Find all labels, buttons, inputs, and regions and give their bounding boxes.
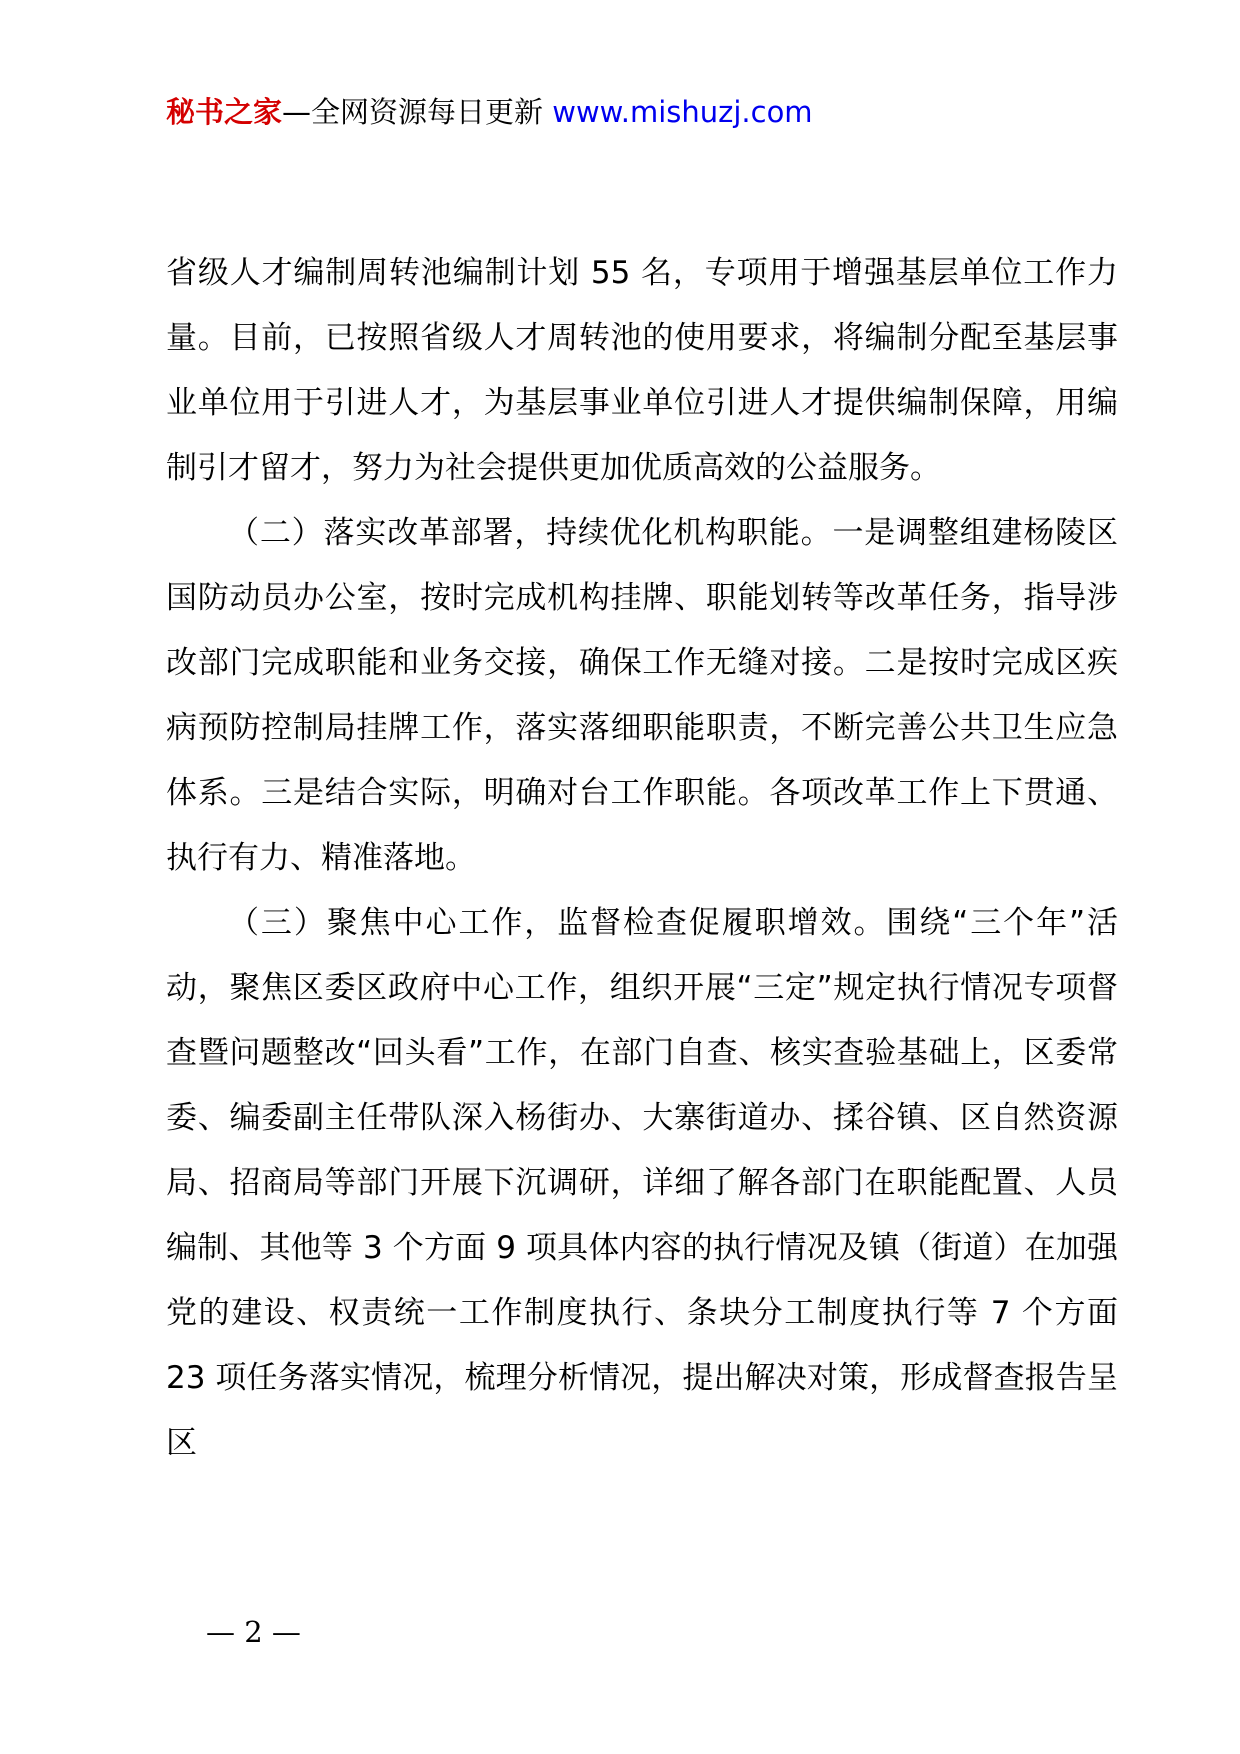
website-link[interactable]: www.mishuzj.com [552,95,813,129]
page-number: — 2 — [206,1615,301,1649]
paragraph-section-two: （二）落实改革部署，持续优化机构职能。一是调整组建杨陵区国防动员办公室，按时完成机构挂牌、职能划转等改革任务，指导涉改部门完成职能和业务交接，确保工作无缝对接。二是按时完成区疾病预防控制局挂牌工作，落实落细职能职责，不断完善公共卫生应急体系。三是结合实际，明确对台工作职能。各项改革工作上下贯通、执行有力、精准落地。 [166,515,1118,876]
paragraph-continuation: 省级人才编制周转池编制计划 55 名，专项用于增强基层单位工作力量。目前，已按照省级人才周转池的使用要求，将编制分配至基层事业单位用于引进人才，为基层事业单位引进人才提供编制保障，用编制引才留才，努力为社会提供更加优质高效的公益服务。 [166,255,1118,486]
brand-name: 秘书之家 [166,95,283,129]
header-slogan: —全网资源每日更新 [282,95,553,129]
document-body [166,241,1118,1476]
page-header [166,92,813,132]
paragraph-section-three: （三）聚焦中心工作，监督检查促履职增效。围绕“三个年”活动，聚焦区委区政府中心工作，组织开展“三定”规定执行情况专项督查暨问题整改“回头看”工作，在部门自查、核实查验基础上，区委常委、编委副主任带队深入杨街办、大寨街道办、揉谷镇、区自然资源局、招商局等部门开展下沉调研，详细了解各部门在职能配置、人员编制、其他等 3 个方面 9 项具体内容的执行情况及镇（街道）在加强党的建设、权责统一工作制度执行、条块分工制度执行等 7 个方面 23 项任务落实情况，梳理分析情况，提出解决对策，形成督查报告呈区 [166,905,1118,1461]
